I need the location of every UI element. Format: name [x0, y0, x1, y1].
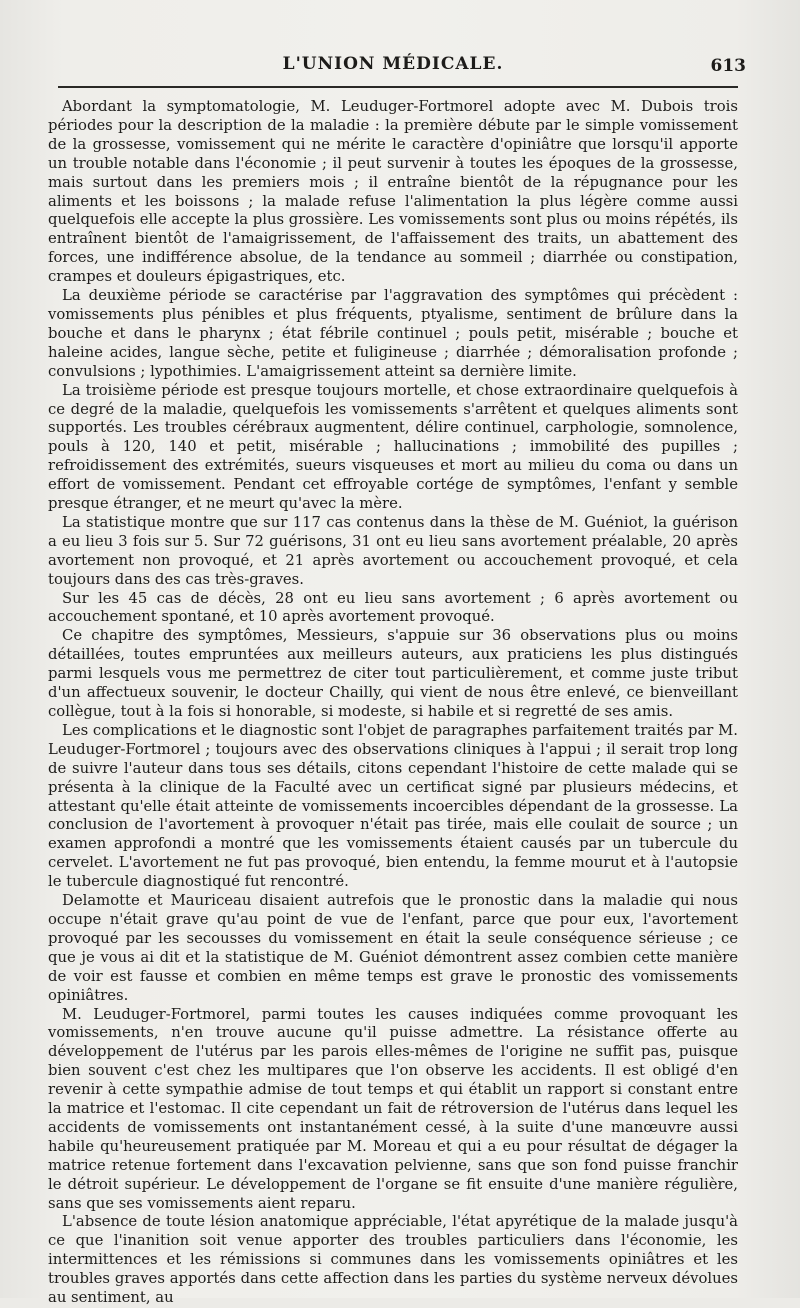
- page-number: 613: [710, 56, 746, 76]
- paragraph-complications: Les complications et le diagnostic sont l'objet de paragraphes parfaitement traités par M. Leuduger-Fortmorel ; toujours avec des observations cliniques à l'appui ; il serait trop long de suivre l'auteur dans tous ses détails, citons cependant l'histoire de cette malade qui se présenta à la clinique de la Faculté avec un certificat signé par plusieurs médecins, et attestant qu'elle était atteinte de vomissements incoercibles dépendant de la grossesse. La conclusion de l'avortement à provoquer n'était pas tirée, mais elle coulait de source ; un examen approfondi a montré que les vomissements étaient causés par un tubercule du cervelet. L'avortement ne fut pas provoqué, bien entendu, la femme mourut et à l'autopsie le tubercule diagnostiqué fut rencontré.: [48, 721, 738, 891]
- paragraph-observations: Ce chapitre des symptômes, Messieurs, s'appuie sur 36 observations plus ou moins détaillées, toutes empruntées aux meilleurs auteurs, aux praticiens les plus distingués parmi lesquels vous me permettrez de citer tout particulièrement, et comme juste tribut d'un affectueux souvenir, le docteur Chailly, qui vient de nous être enlevé, ce bienveillant collègue, tout à la fois si honorable, si modeste, si habile et si regretté de ses amis.: [48, 627, 738, 720]
- body-text: [48, 98, 738, 1308]
- paragraph-deaths: Sur les 45 cas de décès, 28 ont eu lieu sans avortement ; 6 après avortement ou accouchement spontané, et 10 après avortement provoqué.: [48, 589, 738, 626]
- page-header: [48, 48, 746, 86]
- paragraph-prognosis: Delamotte et Mauriceau disaient autrefois que le pronostic dans la maladie qui nous occupe n'était grave qu'au point de vue de l'enfant, parce que pour eux, l'avortement provoqué par les secousses du vomissement en était la seule conséquence sérieuse ; ce que je vous ai dit et la statistique de M. Guéniot démontrent assez combien cette manière de voir est fausse et combien en même temps est grave le pronostic des vomissements opiniâtres.: [48, 892, 738, 1004]
- paragraph-statistics: La statistique montre que sur 117 cas contenus dans la thèse de M. Guéniot, la guérison a eu lieu 3 fois sur 5. Sur 72 guérisons, 31 ont eu lieu sans avortement préalable, 20 après avortement non provoqué, et 21 après avortement ou accouchement provoqué, et cela toujours dans des cas très-graves.: [48, 513, 738, 588]
- paragraph-third-period: La troisième période est presque toujours mortelle, et chose extraordinaire quelquefois à ce degré de la maladie, quelquefois les vomissements s'arrêtent et quelques aliments sont supportés. Les troubles cérébraux augmentent, délire continuel, carphologie, somnolence, pouls à 120, 140 et petit, misérable ; hallucinations ; immobilité des pupilles ; refroidissement des extrémités, sueurs visqueuses et mort au milieu du coma ou dans un effort de vomissement. Pendant cet effroyable cortége de symptômes, l'enfant y semble presque étranger, et ne meurt qu'avec la mère.: [48, 381, 738, 513]
- paragraph-second-period: La deuxième période se caractérise par l'aggravation des symptômes qui précèdent : vomissements plus pénibles et plus fréquents, ptyalisme, sentiment de brûlure dans la bouche et dans le pharynx ; état fébrile continuel ; pouls petit, misérable ; bouche et haleine acides, langue sèche, petite et fuligineuse ; diarrhée ; démoralisation profonde ; convulsions ; lypothimies. L'amaigrissement atteint sa dernière limite.: [48, 287, 738, 380]
- running-title: L'UNION MÉDICALE.: [282, 54, 504, 74]
- paragraph-absence-lesion: L'absence de toute lésion anatomique appréciable, l'état apyrétique de la malade jusqu'à ce que l'inanition soit venue apporter des troubles particuliers dans l'économie, les intermittences et les rémissions si communes dans les vomissements opiniâtres et les troubles graves apportés dans cette affection dans les parties du système nerveux dévolues au sentiment, au: [48, 1213, 738, 1307]
- paragraph-symptomatology: Abordant la symptomatologie, M. Leuduger-Fortmorel adopte avec M. Dubois trois périodes pour la description de la maladie : la première débute par le simple vomissement de la grossesse, vomissement qui ne mérite le caractère d'opiniâtre que lorsqu'il apporte un trouble notable dans l'économie ; il peut survenir à toutes les époques de la grossesse, mais surtout dans les premiers mois ; il entraîne bientôt de la répugnance pour les aliments et les boissons ; la malade refuse l'alimentation la plus légère comme aussi quelquefois elle accepte la plus grossière. Les vomissements sont plus ou moins répétés, ils entraînent bientôt de l'amaigrissement, de l'affaissement des traits, un abattement des forces, une indifférence absolue, de la tendance au sommeil ; diarrhée ou constipation, crampes et douleurs épigastriques, etc.: [48, 98, 738, 286]
- paragraph-causes: M. Leuduger-Fortmorel, parmi toutes les causes indiquées comme provoquant les vomissements, n'en trouve aucune qu'il puisse admettre. La résistance offerte au développement de l'utérus par les parois elles-mêmes de l'origine ne suffit pas, puisque bien souvent c'est chez les multipares que l'on observe les accidents. Il est obligé d'en revenir à cette sympathie admise de tout temps et qui établit un rapport si constant entre la matrice et l'estomac. Il cite cependant un fait de rétroversion de l'utérus dans lequel les accidents de vomissements ont instantanément cessé, à la suite d'une manœuvre aussi habile qu'heureusement pratiquée par M. Moreau et qui a eu pour résultat de dégager la matrice retenue fortement dans l'excavation pelvienne, sans que son fond puisse franchir le détroit supérieur. Le développement de l'organe se fit ensuite d'une manière régulière, sans que ses vomissements aient reparu.: [48, 1005, 738, 1212]
- header-rule: [58, 86, 738, 88]
